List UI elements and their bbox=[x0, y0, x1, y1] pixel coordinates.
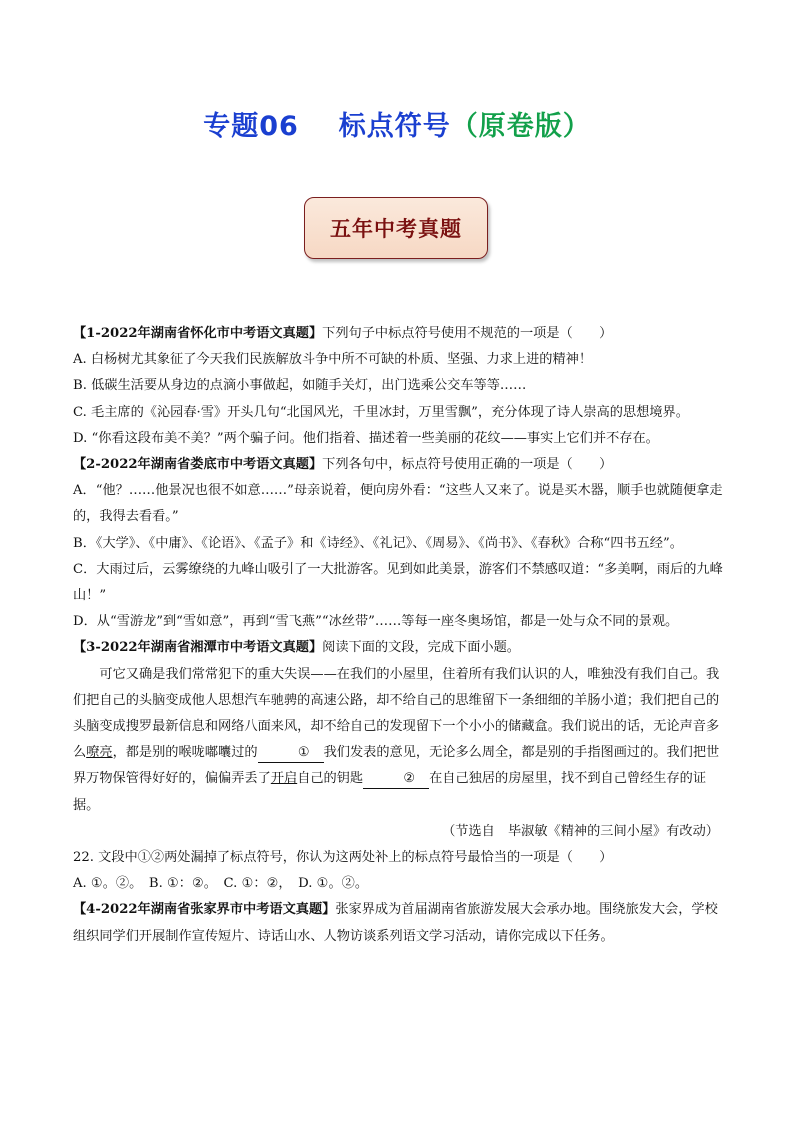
question-1-option-c: C. 毛主席的《沁园春·雪》开头几句“北国风光，千里冰封，万里雪飘”，充分体现了诗人崇高的思想境界。 bbox=[73, 404, 689, 420]
question-2-option-a: A．“他？……他景况也很不如意……”母亲说着，便向房外看：“这些人又来了。说是买木器，顺手也就随便拿走的，我得去看看。” bbox=[73, 483, 723, 525]
underlined-word-2: 开启 bbox=[270, 771, 298, 787]
question-1-stem: 【1-2022年湖南省怀化市中考语文真题】下列句子中标点符号使用不规范的一项是（ ） bbox=[73, 326, 613, 341]
title-topic-number: 专题06 bbox=[203, 111, 299, 142]
question-2-stem: 【2-2022年湖南省娄底市中考语文真题】下列各句中，标点符号使用正确的一项是（ ） bbox=[73, 457, 613, 473]
question-1-option-a: A. 白杨树尤其象征了今天我们民族解放斗争中所不可缺的朴质、坚强、力求上进的精神！ bbox=[73, 352, 593, 368]
question-2-option-c: C．大雨过后，云雾缭绕的九峰山吸引了一大批游客。见到如此美景，游客们不禁感叹道：“多美啊，雨后的九峰山！” bbox=[73, 561, 723, 604]
passage-source: （节选自 毕淑敏《精神的三间小屋》有改动） bbox=[442, 823, 719, 839]
question-3-source: 【3-2022年湖南省湘潭市中考语文真题】 bbox=[73, 640, 323, 656]
question-1-option-b: B. 低碳生活要从身边的点滴小事做起，如随手关灯，出门选乘公交车等等…… bbox=[73, 378, 527, 394]
question-1-option-d: D. “你看这段布美不美？”两个骗子问。他们指着、描述着一些美丽的花纹——事实上它们并不存在。 bbox=[73, 430, 659, 446]
page-title bbox=[0, 104, 794, 143]
question-2-option-b: B．《大学》、《中庸》、《论语》、《孟子》和《诗经》、《礼记》、《周易》、《尚书》、《春秋》合称“四书五经”。 bbox=[73, 535, 683, 551]
section-badge bbox=[304, 197, 488, 259]
document-body bbox=[73, 321, 723, 950]
blank-2: ② bbox=[363, 770, 429, 789]
reading-passage: 可它又确是我们常常犯下的重大失误——在我们的小屋里，住着所有我们认识的人，唯独没有我们自己。我们把自己的头脑变成他人思想汽车驰骋的高速公路，却不给自己的思维留下一条细细的羊肠小道；我们把自己的头脑变成搜罗最新信息和网络八面来风，却不给自己的发现留下一个小小的储藏盒。我们说出的话，无论声音多么嘹亮，都是别的喉咙嘟囔过的 ① 我们发表的意见，无论多么周全，都是别的手指图画过的。我们把世界万物保管得好好的，偏偏弄丢了开启自己的钥匙 ② 在自己独居的房屋里，找不到自己曾经生存的证据。 bbox=[73, 666, 720, 813]
question-22-stem: 22. 文段中①②两处漏掉了标点符号，你认为这两处补上的标点符号最恰当的一项是（ ） bbox=[73, 850, 613, 866]
title-topic-name: 标点符号 bbox=[338, 111, 451, 142]
question-3-stem: 【3-2022年湖南省湘潭市中考语文真题】阅读下面的文段，完成下面小题。 bbox=[73, 640, 520, 656]
question-2-option-d: D．从“雪游龙”到“雪如意”，再到“雪飞燕”“冰丝带”……等每一座冬奥场馆，都是一处与众不同的景观。 bbox=[73, 614, 679, 630]
question-2-source: 【2-2022年湖南省娄底市中考语文真题】 bbox=[73, 457, 323, 473]
question-22-options: A. ①。②。 B. ①：②。 C. ①：②， D. ①。②。 bbox=[73, 876, 369, 892]
section-badge-label: 五年中考真题 bbox=[330, 216, 462, 241]
underlined-word-1: 嘹亮 bbox=[86, 745, 113, 761]
question-4-stem: 【4-2022年湖南省张家界市中考语文真题】张家界成为首届湖南省旅游发展大会承办地。围绕旅发大会，学校组织同学们开展制作宣传短片、诗话山水、人物访谈系列语文学习活动，请你完成以下任务。 bbox=[73, 902, 718, 944]
question-1-source: 【1-2022年湖南省怀化市中考语文真题】 bbox=[73, 326, 323, 341]
question-4-source: 【4-2022年湖南省张家界市中考语文真题】 bbox=[73, 902, 336, 918]
title-edition: （原卷版） bbox=[450, 111, 591, 142]
blank-1: ① bbox=[258, 744, 324, 763]
